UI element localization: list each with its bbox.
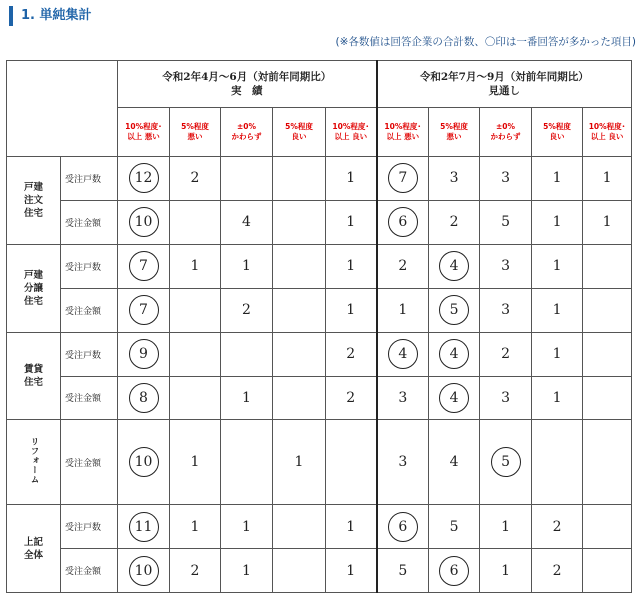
- row-label: 受注戸数: [61, 505, 118, 549]
- column-header-line1: 5%程度: [181, 121, 209, 131]
- circled-value: 10: [129, 207, 159, 237]
- value-cell: [170, 420, 221, 505]
- column-header-line2: 悪い: [446, 131, 462, 141]
- category-label-line: 住宅: [23, 295, 43, 307]
- value: 1: [398, 302, 408, 319]
- value-cell: [273, 332, 326, 376]
- value: 1: [501, 518, 510, 535]
- category-label-text: [24, 181, 43, 220]
- column-header-line1: 10%程度･: [125, 121, 162, 131]
- table-row: [7, 156, 632, 200]
- value-cell: [221, 244, 273, 288]
- column-header-line1: 5%程度: [285, 121, 313, 131]
- value-cell: [273, 156, 326, 200]
- column-header: [221, 107, 273, 156]
- value-cell: [118, 200, 170, 244]
- column-header-line2: 以上 悪い: [127, 131, 160, 141]
- column-header-line2: かわらず: [490, 131, 521, 141]
- value: 3: [501, 302, 510, 319]
- category-label-line: リフォーム: [29, 436, 39, 485]
- value: 1: [294, 454, 304, 471]
- circled-value: 6: [439, 556, 469, 586]
- category-label-text: [24, 536, 43, 562]
- column-header-line2: かわらず: [231, 131, 262, 141]
- value-cell: [532, 420, 583, 505]
- value-cell: [480, 549, 532, 593]
- column-header-line1: 5%程度: [543, 121, 571, 131]
- value-cell: [273, 244, 326, 288]
- value-cell: [221, 332, 273, 376]
- value-cell: [583, 244, 632, 288]
- value: 5: [398, 562, 408, 579]
- value-cell: [583, 288, 632, 332]
- value: 1: [552, 302, 562, 319]
- table-note: (※各数値は回答企業の合計数、〇印は一番回答が多かった項目): [335, 36, 636, 48]
- value: 1: [552, 258, 562, 275]
- value-cell: [221, 288, 273, 332]
- category-label: [7, 420, 61, 505]
- value-cell: [221, 156, 273, 200]
- circled-value: 9: [129, 339, 159, 369]
- category-label-line: 上記: [23, 536, 43, 548]
- circled-value: 10: [129, 447, 159, 477]
- value-cell: [429, 420, 480, 505]
- period-subtitle: 見通し: [488, 84, 521, 97]
- value-cell: [326, 244, 377, 288]
- value-cell: [377, 244, 429, 288]
- circled-value: 4: [439, 251, 469, 281]
- value-cell: [170, 200, 221, 244]
- survey-table: [6, 60, 632, 593]
- row-label: 受注金額: [61, 376, 118, 420]
- value: 3: [501, 389, 510, 406]
- category-label: [7, 505, 61, 593]
- category-label-line: 注文: [23, 194, 43, 206]
- value-cell: [480, 505, 532, 549]
- value: 1: [346, 258, 356, 275]
- value-cell: [480, 156, 532, 200]
- value: 1: [346, 214, 356, 231]
- table-row: [7, 549, 632, 593]
- column-header-line1: 10%程度･: [384, 121, 422, 131]
- value-cell: [170, 549, 221, 593]
- value-cell: [480, 288, 532, 332]
- table-row: [7, 332, 632, 376]
- value-cell: [429, 244, 480, 288]
- value-cell: [377, 288, 429, 332]
- value-cell: [170, 244, 221, 288]
- value: 2: [190, 562, 200, 579]
- value: 5: [501, 214, 510, 231]
- table-row: [7, 420, 632, 505]
- value-cell: [326, 332, 377, 376]
- value: 1: [242, 389, 251, 406]
- column-header: [532, 107, 583, 156]
- column-header-line2: 良い: [291, 131, 307, 141]
- value: 2: [346, 346, 356, 363]
- value: 1: [346, 170, 356, 187]
- corner-cell: [7, 61, 118, 157]
- value: 1: [501, 562, 510, 579]
- column-header: [273, 107, 326, 156]
- value-cell: [532, 505, 583, 549]
- value-cell: [221, 549, 273, 593]
- value-cell: [273, 288, 326, 332]
- value-cell: [583, 420, 632, 505]
- column-header-line1: 5%程度: [440, 121, 468, 131]
- value-cell: [221, 200, 273, 244]
- value-cell: [170, 505, 221, 549]
- column-header-line1: 10%程度･: [588, 121, 626, 131]
- value-cell: [326, 549, 377, 593]
- value: 3: [398, 454, 408, 471]
- value-cell: [221, 420, 273, 505]
- value-cell: [118, 244, 170, 288]
- value-cell: [170, 376, 221, 420]
- value-cell: [326, 288, 377, 332]
- value-cell: [118, 156, 170, 200]
- value-cell: [221, 505, 273, 549]
- category-label-line: 住宅: [23, 377, 43, 388]
- period-title: 令和2年7月～9月（対前年同期比）: [419, 70, 589, 83]
- value: 1: [346, 302, 356, 319]
- table-row: [7, 376, 632, 420]
- circled-value: 7: [388, 163, 418, 193]
- value-cell: [480, 420, 532, 505]
- value-cell: [429, 549, 480, 593]
- column-header: [583, 107, 632, 156]
- value-cell: [118, 288, 170, 332]
- value: 1: [552, 214, 562, 231]
- value-cell: [480, 376, 532, 420]
- value: 1: [190, 518, 200, 535]
- circled-value: 11: [129, 512, 159, 542]
- column-header: [326, 107, 377, 156]
- value-cell: [583, 376, 632, 420]
- value-cell: [273, 420, 326, 505]
- value-cell: [532, 376, 583, 420]
- row-label: 受注金額: [61, 200, 118, 244]
- value-cell: [377, 200, 429, 244]
- value-cell: [583, 156, 632, 200]
- column-header-line1: 10%程度･: [332, 121, 370, 131]
- column-header-line2: 以上 悪い: [386, 131, 420, 141]
- category-label-text: [27, 437, 40, 485]
- value: 4: [242, 214, 251, 231]
- value-cell: [429, 156, 480, 200]
- circled-value: 4: [439, 383, 469, 413]
- value: 2: [552, 562, 562, 579]
- value-cell: [118, 420, 170, 505]
- value-cell: [326, 200, 377, 244]
- section-heading: 1. 単純集計: [9, 6, 92, 26]
- value-cell: [377, 156, 429, 200]
- value-cell: [377, 505, 429, 549]
- value-cell: [118, 505, 170, 549]
- column-header-line2: 以上 良い: [334, 131, 368, 141]
- row-label: 受注金額: [61, 549, 118, 593]
- category-label-line: 戸建: [23, 269, 43, 281]
- circled-value: 7: [129, 251, 159, 281]
- category-label-line: 賃貸: [23, 364, 43, 375]
- period-header: [118, 61, 377, 108]
- value-cell: [221, 376, 273, 420]
- value: 1: [190, 454, 200, 471]
- value-cell: [170, 156, 221, 200]
- value-cell: [326, 420, 377, 505]
- value-cell: [273, 505, 326, 549]
- value: 3: [501, 258, 510, 275]
- value: 1: [242, 258, 251, 275]
- column-header-line1: ±0%: [496, 121, 516, 131]
- value: 1: [242, 562, 251, 579]
- circled-value: 8: [129, 383, 159, 413]
- value-cell: [583, 505, 632, 549]
- value-cell: [532, 332, 583, 376]
- value-cell: [170, 332, 221, 376]
- circled-value: 4: [439, 339, 469, 369]
- column-header-line2: 以上 良い: [590, 131, 624, 141]
- value: 1: [190, 258, 200, 275]
- value-cell: [429, 200, 480, 244]
- column-header: [429, 107, 480, 156]
- value: 1: [552, 170, 562, 187]
- value-cell: [429, 288, 480, 332]
- column-header: [480, 107, 532, 156]
- value-cell: [532, 244, 583, 288]
- value-cell: [429, 332, 480, 376]
- column-header-line2: 良い: [549, 131, 565, 141]
- value-cell: [118, 549, 170, 593]
- value: 2: [398, 258, 408, 275]
- period-header: [377, 61, 632, 108]
- circled-value: 5: [439, 295, 469, 325]
- circled-value: 6: [388, 207, 418, 237]
- category-label-text: [24, 269, 43, 308]
- column-header: [377, 107, 429, 156]
- value-cell: [377, 420, 429, 505]
- value: 1: [602, 170, 612, 187]
- category-label-line: 戸建: [23, 181, 43, 193]
- table-row: [7, 288, 632, 332]
- row-label: 受注戸数: [61, 332, 118, 376]
- value-cell: [429, 376, 480, 420]
- value-cell: [273, 376, 326, 420]
- value: 2: [501, 346, 510, 363]
- column-header: [118, 107, 170, 156]
- value-cell: [480, 200, 532, 244]
- value-cell: [377, 549, 429, 593]
- value: 1: [242, 518, 251, 535]
- value-cell: [170, 288, 221, 332]
- value: 2: [190, 170, 200, 187]
- value: 1: [346, 562, 356, 579]
- category-label: [7, 156, 61, 244]
- value: 2: [552, 518, 562, 535]
- value-cell: [583, 200, 632, 244]
- column-header-line1: ±0%: [236, 121, 257, 131]
- value-cell: [118, 376, 170, 420]
- period-header-row: [7, 61, 632, 108]
- value-cell: [429, 505, 480, 549]
- row-label: 受注金額: [61, 420, 118, 505]
- value-cell: [377, 332, 429, 376]
- value: 2: [346, 389, 356, 406]
- row-label: 受注戸数: [61, 244, 118, 288]
- value: 3: [398, 389, 408, 406]
- table-row: [7, 200, 632, 244]
- value-cell: [273, 549, 326, 593]
- value-cell: [532, 549, 583, 593]
- value-cell: [326, 156, 377, 200]
- value-cell: [583, 332, 632, 376]
- value: 2: [449, 214, 459, 231]
- column-header-line2: 悪い: [187, 131, 203, 141]
- category-label-text: [24, 363, 43, 389]
- category-label-line: 全体: [23, 549, 43, 561]
- circled-value: 12: [129, 163, 159, 193]
- value: 3: [449, 170, 459, 187]
- value-cell: [326, 376, 377, 420]
- value-cell: [583, 549, 632, 593]
- value-cell: [532, 288, 583, 332]
- circled-value: 4: [388, 339, 418, 369]
- value: 1: [552, 346, 562, 363]
- category-label: [7, 332, 61, 420]
- value-cell: [326, 505, 377, 549]
- row-label: 受注金額: [61, 288, 118, 332]
- circled-value: 10: [129, 556, 159, 586]
- period-subtitle: 実 績: [231, 84, 263, 97]
- value: 5: [449, 518, 459, 535]
- category-label: [7, 244, 61, 332]
- circled-value: 7: [129, 295, 159, 325]
- value: 2: [242, 302, 251, 319]
- category-label-line: 住宅: [23, 207, 43, 219]
- value-cell: [377, 376, 429, 420]
- table-row: [7, 244, 632, 288]
- value-cell: [480, 332, 532, 376]
- row-label: 受注戸数: [61, 156, 118, 200]
- value-cell: [532, 156, 583, 200]
- value-cell: [118, 332, 170, 376]
- value: 3: [501, 170, 510, 187]
- table-row: [7, 505, 632, 549]
- circled-value: 5: [491, 447, 521, 477]
- value: 4: [449, 454, 459, 471]
- value-cell: [273, 200, 326, 244]
- column-header: [170, 107, 221, 156]
- value-cell: [532, 200, 583, 244]
- circled-value: 6: [388, 512, 418, 542]
- value: 1: [552, 389, 562, 406]
- value-cell: [480, 244, 532, 288]
- category-label-line: 分譲: [23, 282, 43, 294]
- value: 1: [602, 214, 612, 231]
- value: 1: [346, 518, 356, 535]
- period-title: 令和2年4月～6月（対前年同期比）: [162, 70, 332, 83]
